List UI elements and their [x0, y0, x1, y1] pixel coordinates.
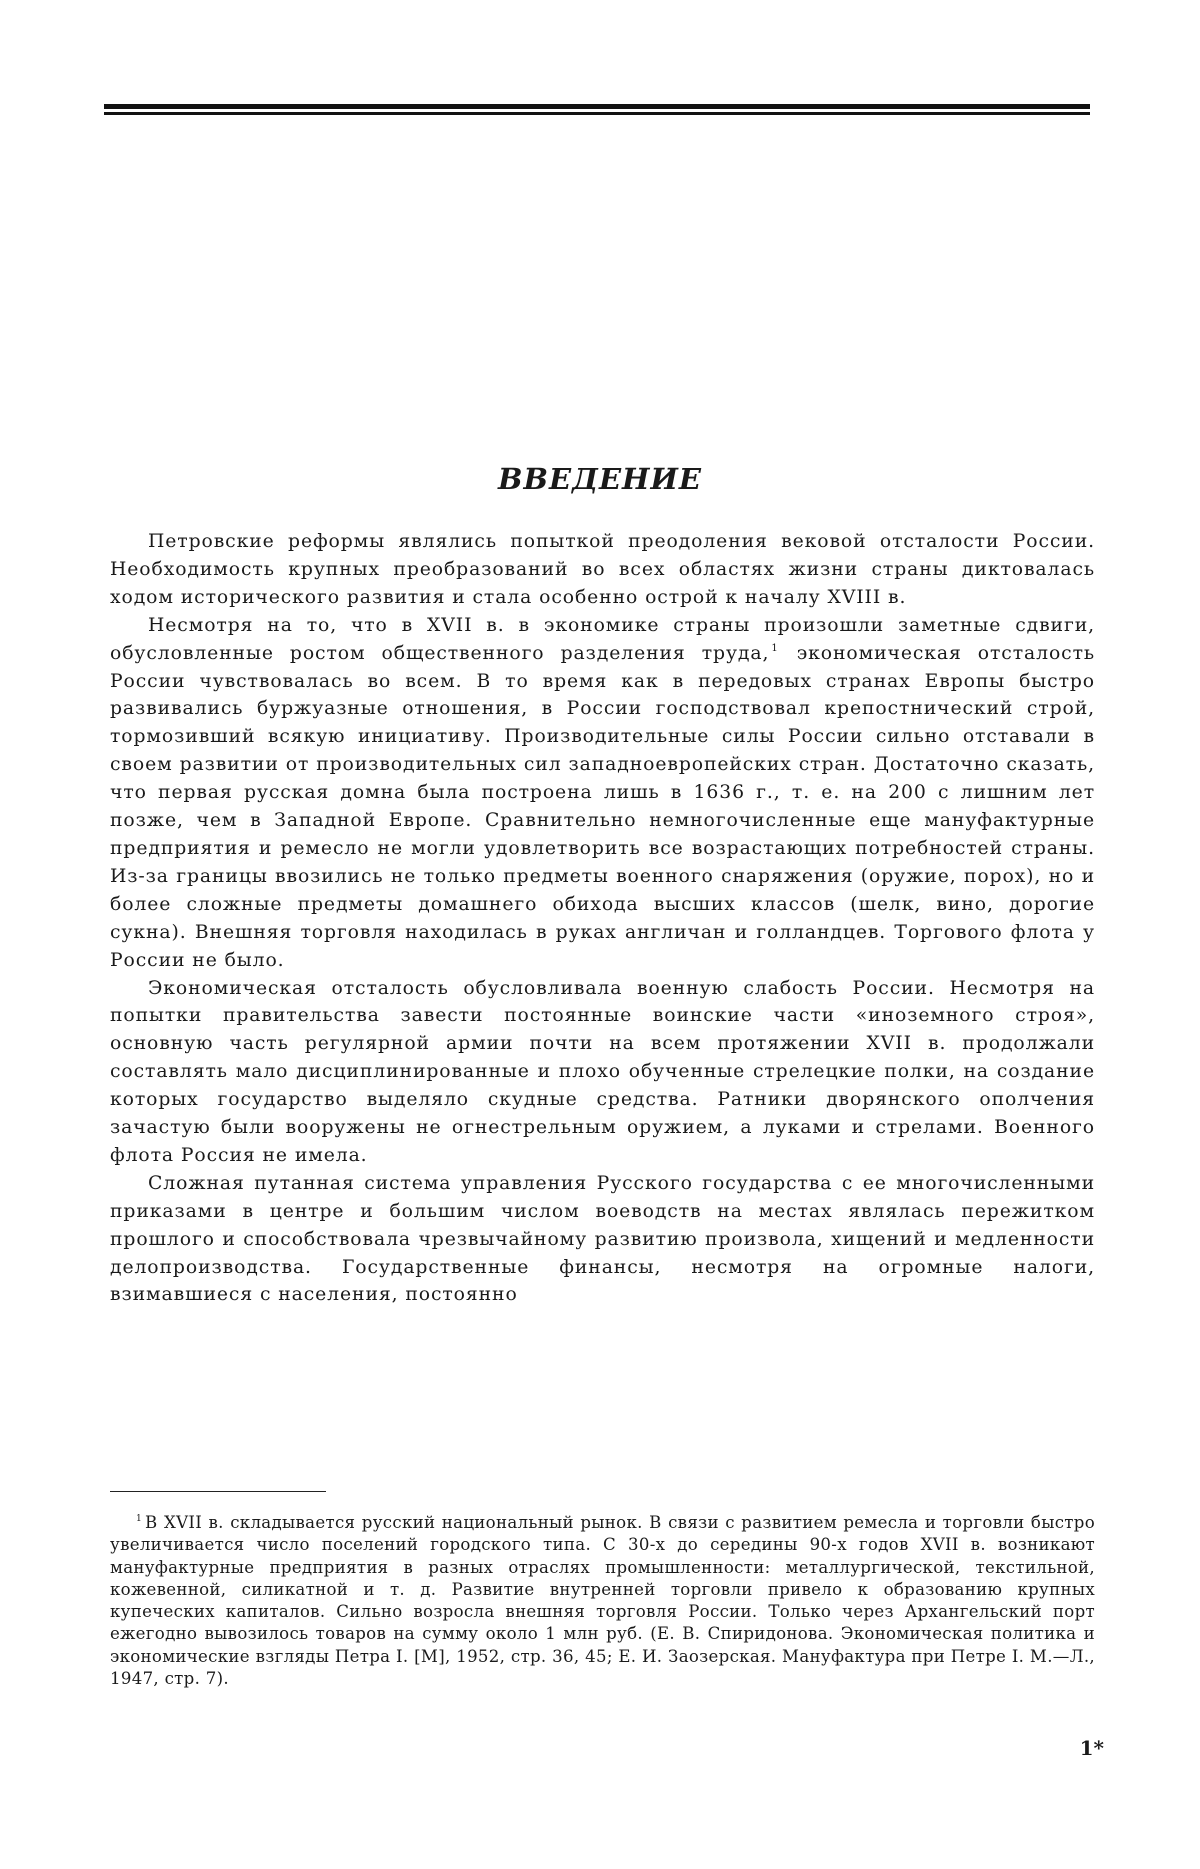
paragraph-3: Экономическая отсталость обусловливала военную слабость России. Несмотря на попытки правительства завести постоянные воинские части «иноземного строя», основную часть регулярной армии почти на всем протяжении XVII в. продолжали составлять мало дисциплинированные и плохо обученные стрелецкие полки, на создание которых государство выделяло скудные средства. Ратники дворянского ополчения зачастую были вооружены не огнестрельным оружием, а луками и стрелами. Военного флота Россия не имела. — [110, 977, 1095, 1166]
footnote-divider — [110, 1491, 326, 1492]
main-text — [110, 528, 1095, 1309]
paragraph-4: Сложная путанная система управления Русского государства с ее многочисленными приказами в центре и большим числом воеводств на местах являлась пережитком прошлого и способствовала чрезвычайному развитию произвола, хищений и медленности делопроизводства. Государственные финансы, несмотря на огромные налоги, взимавшиеся с населения, постоянно — [110, 1172, 1095, 1306]
paragraph-2-part-2: экономическая отсталость России чувствовалась во всем. В то время как в передовых странах Европы быстро развивались буржуазные отношения, в России господствовал крепостнический строй, тормозивший всякую инициативу. Производительные силы России сильно отставали в своем развитии от производительных сил западноевропейских стран. Достаточно сказать, что первая русская домна была построена лишь в 1636 г., т. е. на 200 с лишним лет позже, чем в Западной Европе. Сравнительно немногочисленные еще мануфактурные предприятия и ремесло не могли удовлетворить все возрастающих потребностей страны. Из-за границы ввозились не только предметы военного снаряжения (оружие, порох), но и более сложные предметы домашнего обихода высших классов (шелк, вино, дорогие сукна). Внешняя торговля находилась в руках англичан и голландцев. Торгового флота у России не было. — [110, 642, 1095, 971]
header-rule-thick — [104, 104, 1090, 109]
signature-mark: 1* — [1079, 1736, 1104, 1760]
footnote — [110, 1512, 1095, 1690]
paragraph-1: Петровские реформы являлись попыткой преодоления вековой отсталости России. Необходимость крупных преобразований во всех областях жизни страны диктовалась ходом исторического развития и стала особенно острой к началу XVIII в. — [110, 531, 1095, 608]
paragraph-2-part-1: Несмотря на то, что в XVII в. в экономике страны произошли заметные сдвиги, обусловленные ростом общественного разделения труда, — [110, 614, 1095, 664]
footnote-text: В XVII в. складывается русский национальный рынок. В связи с развитием ремесла и торговли быстро увеличивается число поселений городского типа. С 30-х до середины 90-х годов XVII в. возникают мануфактурные предприятия в разных отраслях промышленности: металлургической, текстильной, кожевенной, силикатной и т. д. Развитие внутренней торговли привело к образованию крупных купеческих капиталов. Сильно возросла внешняя торговля России. Только через Архангельский порт ежегодно вывозилось товаров на сумму около 1 млн руб. (Е. В. Спиридонова. Экономическая политика и экономические взгляды Петра I. [М], 1952, стр. 36, 45; Е. И. Заозерская. Мануфактура при Петре I. М.—Л., 1947, стр. 7). — [110, 1513, 1095, 1689]
footnote-reference: 1 — [771, 643, 779, 655]
paragraph-2 — [110, 612, 1095, 975]
chapter-heading: ВВЕДЕНИЕ — [498, 462, 702, 496]
footnote-number: 1 — [136, 1514, 143, 1525]
header-rule-thin — [104, 112, 1090, 115]
